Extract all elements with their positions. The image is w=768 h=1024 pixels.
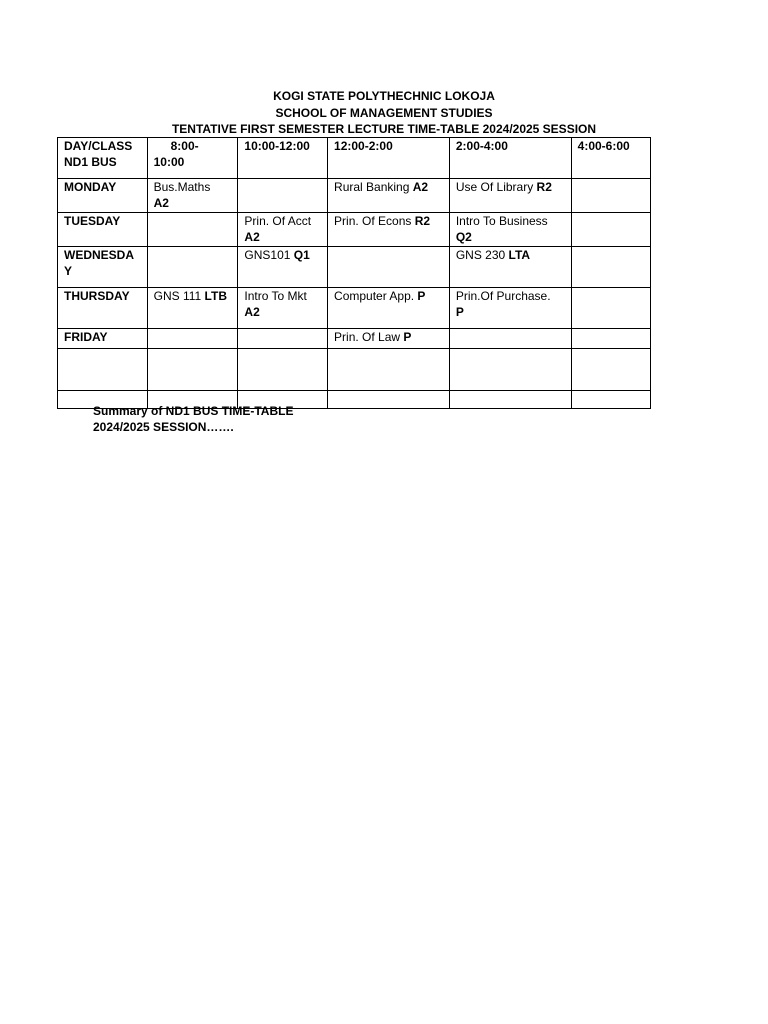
course-name: Computer App. <box>334 289 418 303</box>
day-cell: FRIDAY <box>58 329 148 349</box>
lecture-cell <box>147 179 238 213</box>
venue-code: A2 <box>412 180 429 194</box>
venue-code: P <box>417 289 426 303</box>
table-row-blank <box>58 349 651 391</box>
course-name: Prin.Of Purchase. <box>455 289 551 303</box>
course-name: Prin. Of Law <box>334 330 404 344</box>
header-cell-slot-5: 4:00-6:00 <box>571 138 650 179</box>
day-class-label: DAY/CLASS <box>64 139 133 153</box>
lecture-cell <box>449 179 571 213</box>
lecture-timetable <box>57 137 651 409</box>
empty-cell <box>571 179 650 213</box>
course-name: Rural Banking <box>334 180 413 194</box>
slot-1-start: 8:00- <box>170 139 199 153</box>
header-cell-slot-3: 12:00-2:00 <box>328 138 450 179</box>
day-cell: MONDAY <box>58 179 148 213</box>
course-name: GNS101 <box>244 248 294 262</box>
empty-cell <box>238 179 328 213</box>
summary-note <box>93 403 353 435</box>
empty-cell <box>571 349 650 391</box>
venue-code: A2 <box>153 196 169 210</box>
table-row-thursday <box>58 288 651 329</box>
empty-cell <box>58 349 148 391</box>
empty-cell <box>449 329 571 349</box>
empty-cell <box>571 288 650 329</box>
venue-code: LTB <box>204 289 227 303</box>
empty-cell <box>571 213 650 247</box>
empty-cell <box>328 349 450 391</box>
table-row-wednesday <box>58 247 651 288</box>
header-cell-day-class <box>58 138 148 179</box>
course-name: GNS 230 <box>455 248 509 262</box>
header-cell-slot-1 <box>147 138 238 179</box>
venue-code: P <box>455 305 464 319</box>
lecture-cell <box>147 288 238 329</box>
day-cell: TUESDAY <box>58 213 148 247</box>
course-name: GNS 111 <box>153 289 205 303</box>
timetable-title: TENTATIVE FIRST SEMESTER LECTURE TIME-TABLE 2024/2025 SESSION <box>171 122 597 136</box>
venue-code: R2 <box>536 180 552 194</box>
empty-cell <box>571 391 650 409</box>
lecture-cell <box>238 288 328 329</box>
table-row-friday <box>58 329 651 349</box>
course-name: Intro To Business <box>455 214 548 228</box>
venue-code: P <box>403 330 412 344</box>
venue-code: Q1 <box>293 248 310 262</box>
empty-cell <box>571 247 650 288</box>
day-cell: THURSDAY <box>58 288 148 329</box>
venue-code: LTA <box>508 248 531 262</box>
empty-cell <box>449 349 571 391</box>
slot-1-end: 10:00 <box>153 155 185 169</box>
empty-cell <box>571 329 650 349</box>
table-row-tuesday <box>58 213 651 247</box>
lecture-cell <box>238 247 328 288</box>
venue-code: R2 <box>414 214 431 228</box>
header-cell-slot-4: 2:00-4:00 <box>449 138 571 179</box>
venue-code: A2 <box>244 305 260 319</box>
header-cell-slot-2: 10:00-12:00 <box>238 138 328 179</box>
empty-cell <box>238 349 328 391</box>
institution-name: KOGI STATE POLYTHECHNIC LOKOJA <box>273 89 495 103</box>
empty-cell <box>449 391 571 409</box>
empty-cell <box>147 247 238 288</box>
table-row-monday <box>58 179 651 213</box>
empty-cell <box>328 247 450 288</box>
summary-line-1: Summary of ND1 BUS TIME-TABLE <box>93 404 294 418</box>
lecture-cell <box>328 213 450 247</box>
course-name: Prin. Of Econs <box>334 214 415 228</box>
lecture-cell <box>328 288 450 329</box>
day-cell: WEDNESDAY <box>58 247 148 288</box>
venue-code: Q2 <box>455 230 472 244</box>
school-name: SCHOOL OF MANAGEMENT STUDIES <box>275 105 493 120</box>
class-name-label: ND1 BUS <box>64 155 117 169</box>
course-name: Prin. Of Acct <box>244 214 312 228</box>
empty-cell <box>147 349 238 391</box>
venue-code: A2 <box>244 230 260 244</box>
empty-cell <box>238 329 328 349</box>
lecture-cell <box>328 179 450 213</box>
document-header <box>0 88 768 138</box>
course-name: Use Of Library <box>455 180 537 194</box>
lecture-cell <box>449 288 571 329</box>
lecture-cell <box>449 213 571 247</box>
lecture-cell <box>238 213 328 247</box>
lecture-cell <box>449 247 571 288</box>
table-header-row <box>58 138 651 179</box>
summary-line-2: 2024/2025 SESSION……. <box>93 420 234 434</box>
course-name: Intro To Mkt <box>244 289 307 303</box>
lecture-cell <box>328 329 450 349</box>
course-name: Bus.Maths <box>153 180 211 194</box>
empty-cell <box>147 329 238 349</box>
empty-cell <box>147 213 238 247</box>
